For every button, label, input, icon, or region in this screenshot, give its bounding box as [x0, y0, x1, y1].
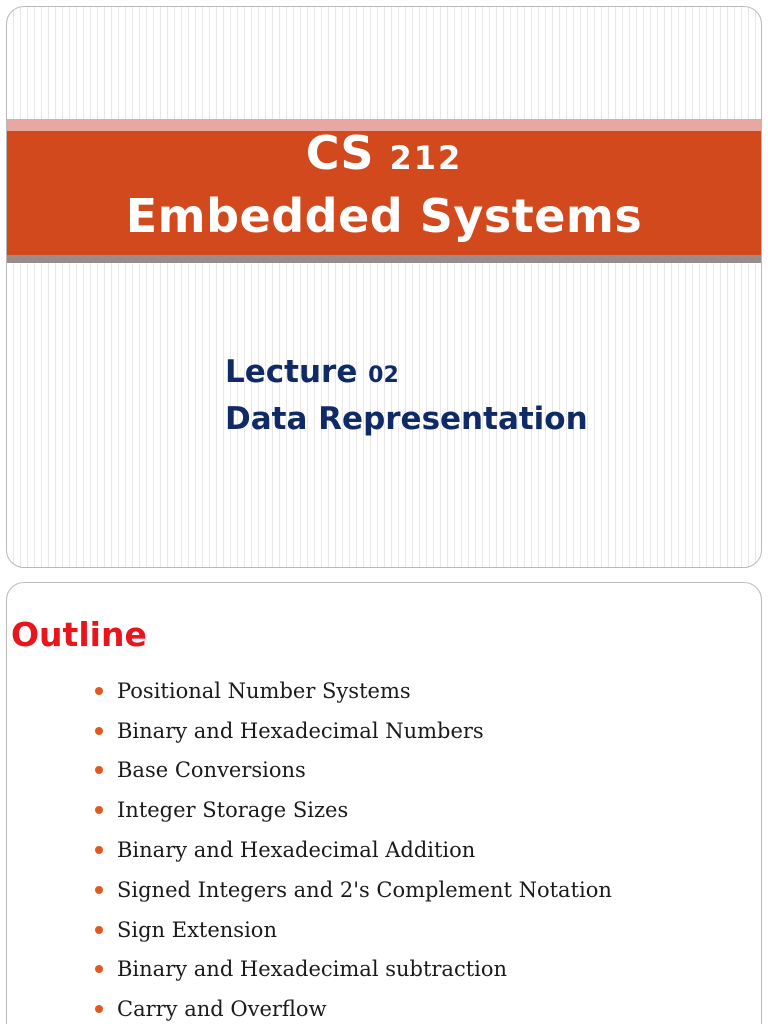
outline-list: [95, 671, 612, 1024]
list-item-text: Positional Number Systems: [117, 678, 411, 703]
bullet-icon: [95, 1005, 103, 1013]
list-item-text: Integer Storage Sizes: [117, 798, 349, 823]
outline-slide: [6, 582, 762, 1024]
list-item: [95, 711, 612, 751]
list-item: [95, 830, 612, 870]
list-item-text: Sign Extension: [117, 917, 277, 942]
list-item: [95, 910, 612, 950]
list-item: [95, 870, 612, 910]
list-item: [95, 790, 612, 830]
list-item-text: Binary and Hexadecimal Numbers: [117, 718, 484, 743]
course-number: 212: [389, 139, 463, 177]
list-item-text: Base Conversions: [117, 758, 306, 783]
list-item-text: Signed Integers and 2's Complement Notation: [117, 877, 612, 902]
bullet-icon: [95, 727, 103, 735]
outline-heading: Outline: [11, 615, 147, 654]
bullet-icon: [95, 926, 103, 934]
bullet-icon: [95, 886, 103, 894]
course-prefix: CS: [305, 126, 374, 180]
lecture-number: 02: [368, 363, 399, 388]
lecture-label: Lecture: [225, 354, 358, 390]
list-item-text: Binary and Hexadecimal subtraction: [117, 957, 508, 982]
bullet-icon: [95, 846, 103, 854]
list-item: [95, 671, 612, 711]
course-title: Embedded Systems: [125, 189, 643, 243]
bullet-icon: [95, 687, 103, 695]
list-item: [95, 950, 612, 990]
list-item-text: Binary and Hexadecimal Addition: [117, 838, 476, 863]
course-code: [7, 125, 761, 186]
title-slide: [6, 6, 762, 568]
list-item: [95, 751, 612, 791]
bullet-icon: [95, 965, 103, 973]
title-band-bottom-stripe: [7, 255, 761, 263]
bullet-icon: [95, 766, 103, 774]
list-item: [95, 989, 612, 1024]
lecture-heading: [225, 351, 399, 397]
bullet-icon: [95, 806, 103, 814]
list-item-text: Carry and Overflow: [117, 997, 327, 1022]
lecture-title: Data Representation: [225, 401, 588, 437]
